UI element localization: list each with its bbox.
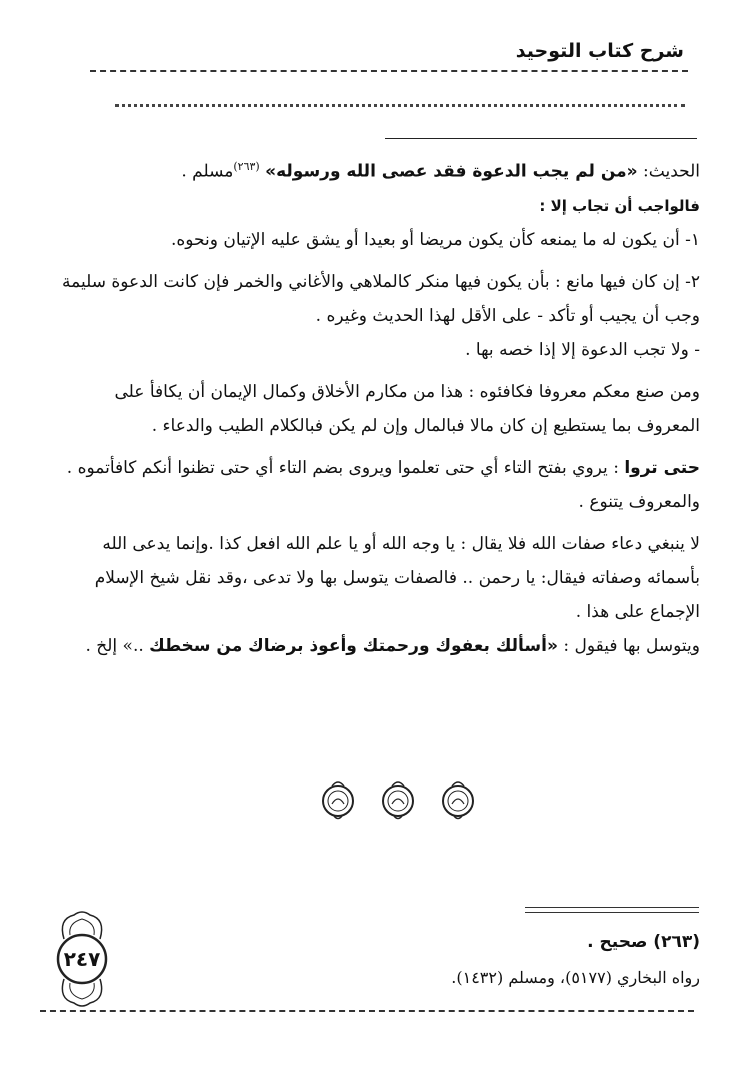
point-3: - ولا تجب الدعوة إلا إذا خصه بها . (465, 339, 700, 360)
paragraph-reward: ومن صنع معكم معروفا فكافئوه : هذا من مكارم الأخلاق وكمال الإيمان أن يكافأ على المعروف بما يستطيع إن كان مالا فبالمال وإن لم يكن فبالكلام الطيب والدعاء . (114, 381, 700, 436)
main-text (58, 150, 700, 671)
floral-ornament-icon (378, 776, 418, 822)
footnote-text: رواه البخاري (٥١٧٧)، ومسلم (١٤٣٢). (451, 968, 700, 987)
hadith-line (58, 150, 700, 189)
floral-ornament-icon (438, 776, 478, 822)
footnote-rule (525, 912, 699, 913)
floral-ornament-icon (318, 776, 358, 822)
point-2: ٢- إن كان فيها مانع : بأن يكون فيها منكر كالملاهي والأغاني والخمر فإن كانت الدعوة سليمة وجب أن يجيب أو تأكد - على الأقل لهذا الحديث وغيره . (62, 271, 700, 326)
header-rule (90, 70, 688, 72)
hadith-prefix: الحديث: (637, 161, 700, 182)
footnote-rule (525, 907, 699, 908)
dotted-separator (115, 104, 685, 111)
footer-rule (40, 1010, 694, 1012)
footnotes (230, 924, 700, 996)
hadith-quote: «من لم يجب الدعوة فقد عصى الله ورسوله» (265, 161, 638, 182)
tawassul-quote: «أسألك بعفوك ورحمتك وأعوذ برضاك من سخطك (149, 635, 558, 656)
paragraph-names: لا ينبغي دعاء صفات الله فلا يقال : يا وجه الله أو يا علم الله افعل كذا .وإنما يدعى الله بأسمائه وصفاته فيقال: يا رحمن .. فالصفات يتوسل بها ولا تدعى ،وقد نقل شيخ الإسلام الإجماع على هذا . (94, 533, 700, 622)
footnote-ref: (٢٦٣) (233, 160, 260, 173)
section-rule (385, 138, 697, 139)
page-number-frame (44, 905, 120, 1009)
page-number: ٢٤٧ (63, 947, 101, 971)
footnote-title: (٢٦٣) صحيح . (587, 932, 700, 952)
point-1: ١- أن يكون له ما يمنعه كأن يكون مريضا أو بعيدا أو يشق عليه الإتيان ونحوه. (170, 229, 700, 250)
hatta-explanation: : يروي بفتح التاء أي حتى تعلموا ويروى بضم التاء أي حتى تظنوا أنكم كافأتموه . والمعروف يتنوع . (66, 457, 700, 512)
ornament-row (318, 776, 478, 826)
paragraph-tawassul (58, 629, 700, 663)
hadith-source: مسلم . (181, 161, 234, 182)
running-header: شرح كتاب التوحيد (515, 40, 684, 62)
tawassul-end: ..» إلخ . (85, 635, 144, 656)
tawassul-prefix: ويتوسل بها فيقول : (557, 635, 700, 656)
term-hatta: حتى تروا (624, 457, 700, 478)
section-heading: فالواجب أن تجاب إلا : (539, 196, 700, 215)
paragraph-hatta (58, 451, 700, 519)
